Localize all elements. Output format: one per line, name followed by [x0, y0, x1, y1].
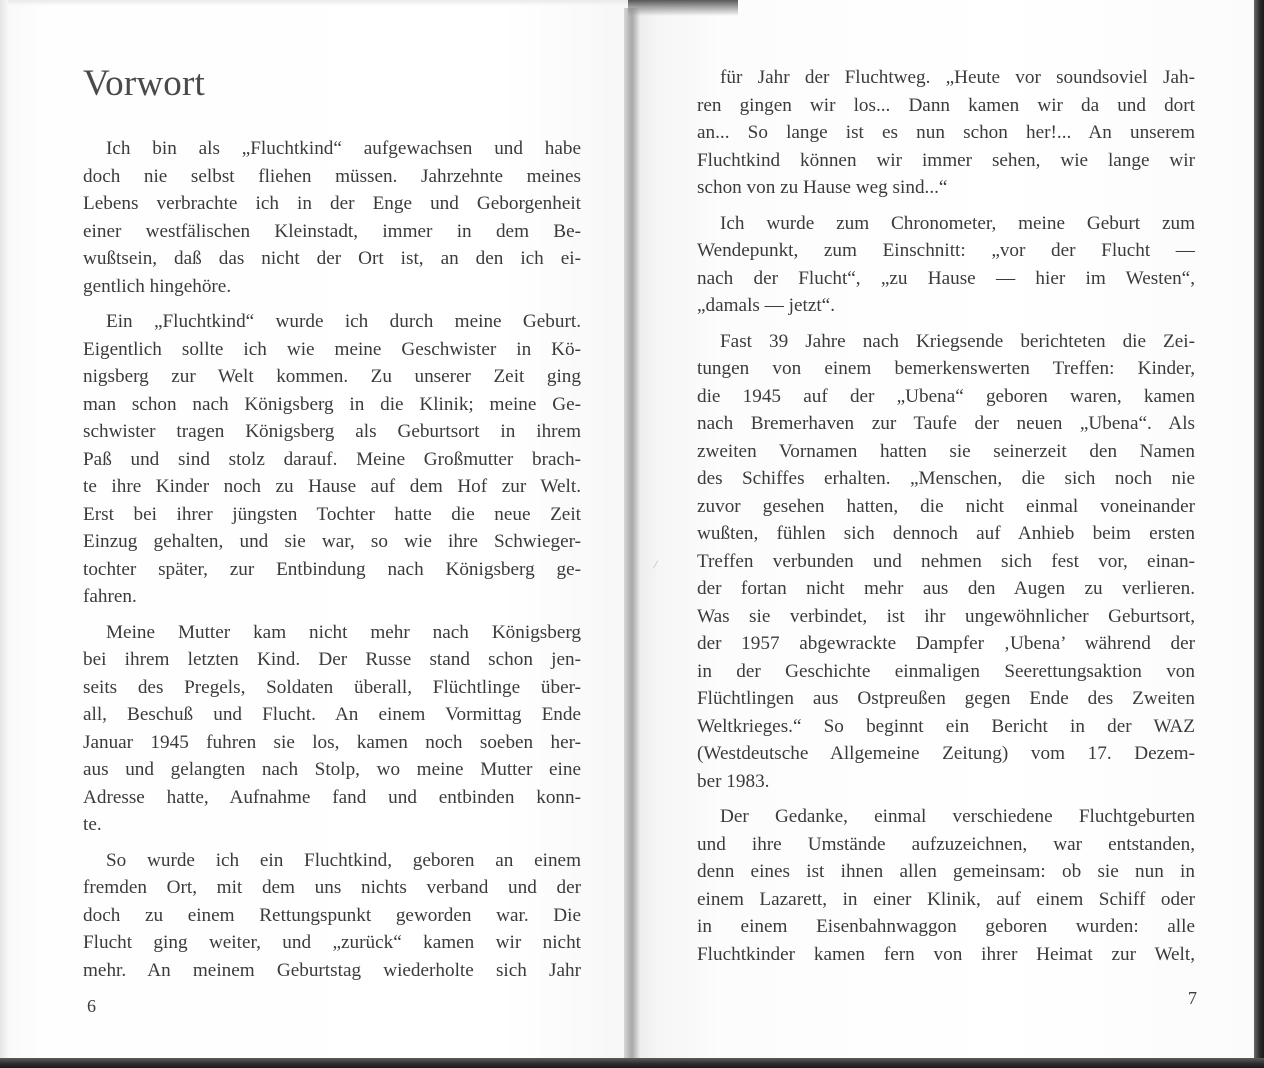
text-line: wußtsein, daß das nicht der Ort ist, an den ich ei- — [83, 248, 581, 269]
text-line: Adresse hatte, Aufnahme fand und entbinden konn- — [83, 786, 581, 808]
text-line: Meine Mutter kam nicht mehr nach Königsberg — [106, 621, 581, 643]
paragraph-gap — [83, 611, 581, 619]
text-line: in der Geschichte einmaligen Seerettungsaktion von — [697, 660, 1195, 682]
text-line: seits des Pregels, Soldaten überall, Flüchtlinge über- — [83, 676, 581, 698]
text-line: mehr. An meinem Geburtstag wiederholte sich Jahr — [83, 959, 581, 981]
spine-top-shadow — [628, 0, 738, 16]
text-line: Der Gedanke, einmal verschiedene Fluchtgeburten — [720, 806, 1195, 827]
paragraph — [697, 210, 1195, 320]
text-line: te. — [83, 814, 102, 835]
text-line: Lebens verbrachte ich in der Enge und Geborgenheit — [83, 193, 581, 214]
chapter-title: Vorwort — [83, 63, 205, 104]
text-line: man schon nach Königsberg in die Klinik; meine Ge- — [83, 393, 581, 415]
text-line: doch zu einem Rettungspunkt geworden war. Die — [83, 904, 581, 926]
text-line: der 1957 abgewrackte Dampfer ‚Ubena’ während der — [697, 633, 1195, 654]
paragraph — [83, 619, 581, 839]
text-line: zuvor gesehen hatten, die nicht einmal voneinander — [697, 495, 1195, 517]
text-line: Fluchtkind können wir immer sehen, wie lange wir — [697, 149, 1195, 171]
text-line: Wendepunkt, zum Einschnitt: „vor der Flucht — — [697, 240, 1195, 261]
text-line: Ich wurde zum Chronometer, meine Geburt zum — [720, 212, 1195, 234]
text-line: bei ihrem letzten Kind. Der Russe stand schon jen- — [83, 649, 581, 670]
text-line: Ein „Fluchtkind“ wurde ich durch meine Geburt. — [106, 311, 581, 332]
page-number-left: 6 — [87, 996, 96, 1016]
text-line: denn eines ist ihnen allen gemeinsam: ob sie nun in — [697, 861, 1195, 882]
right-page-text — [697, 64, 1195, 968]
paragraph — [83, 135, 581, 300]
text-line: die 1945 auf der „Ubena“ geboren waren, kamen — [697, 385, 1195, 407]
right-edge-shadow — [1254, 0, 1264, 1068]
paragraph — [697, 64, 1195, 202]
text-line: aus und gelangten nach Stolp, wo meine Mutter eine — [83, 759, 581, 780]
text-line: So wurde ich ein Fluchtkind, geboren an einem — [106, 849, 581, 871]
text-line: Treffen verbunden und nehmen sich fest vor, einan- — [697, 550, 1195, 572]
text-line: Einzug gehalten, und sie war, so wie ihre Schwieger- — [83, 531, 581, 552]
text-line: Erst bei ihrer jüngsten Tochter hatte die neue Zeit — [83, 503, 581, 525]
text-line: all, Beschuß und Flucht. An einem Vormittag Ende — [83, 704, 581, 725]
text-line: in einem Eisenbahnwaggon geboren wurden: alle — [697, 916, 1195, 937]
left-page-text — [83, 135, 581, 984]
paragraph — [83, 847, 581, 985]
text-line: fremden Ort, mit dem uns nichts verband und der — [83, 877, 581, 898]
text-line: ren gingen wir los... Dann kamen wir da und dort — [697, 94, 1195, 116]
paragraph-gap — [697, 202, 1195, 210]
paragraph-gap — [697, 795, 1195, 803]
text-line: doch nie selbst fliehen müssen. Jahrzehnte meines — [83, 165, 581, 187]
text-line: an... So lange ist es nun schon her!... An unserem — [697, 122, 1195, 143]
text-line: Flucht ging weiter, und „zurück“ kamen wir nicht — [83, 932, 581, 953]
paragraph — [697, 803, 1195, 968]
text-line: zweiten Vornamen hatten sie seinerzeit den Namen — [697, 440, 1195, 462]
text-line: und ihre Umstände aufzuzeichnen, war entstanden, — [697, 833, 1195, 855]
text-line: Eigentlich sollte ich wie meine Geschwister in Kö- — [83, 338, 581, 360]
text-line: ber 1983. — [697, 770, 770, 792]
text-line: schon von zu Hause weg sind...“ — [697, 177, 948, 198]
paragraph-gap — [83, 300, 581, 308]
text-line: nigsberg zur Welt kommen. Zu unserer Zeit ging — [83, 366, 581, 387]
text-line: Weltkrieges.“ So beginnt ein Bericht in der WAZ — [697, 715, 1195, 737]
text-line: tungen von einem bemerkenswerten Treffen: Kinder, — [697, 358, 1195, 379]
text-line: schwister tragen Königsberg als Geburtsort in ihrem — [83, 421, 581, 442]
text-line: der fortan nicht mehr aus den Augen zu verlieren. — [697, 578, 1195, 599]
text-line: des Schiffes erhalten. „Menschen, die sich noch nie — [697, 468, 1195, 489]
text-line: nach der Flucht“, „zu Hause — hier im Westen“, — [697, 267, 1195, 289]
book-spine-gutter — [624, 8, 640, 1058]
page-number-right: 7 — [1188, 988, 1197, 1008]
paragraph — [83, 308, 581, 611]
paragraph-gap — [697, 320, 1195, 328]
text-line: tochter später, zur Entbindung nach Königsberg ge- — [83, 558, 581, 580]
text-line: fahren. — [83, 586, 137, 607]
text-line: Was sie verbindet, ist ihr ungewöhnlicher Geburtsort, — [697, 605, 1195, 627]
text-line: Flüchtlingen aus Ostpreußen gegen Ende des Zweiten — [697, 688, 1195, 709]
text-line: te ihre Kinder noch zu Hause auf dem Hof zur Welt. — [83, 476, 581, 497]
text-line: nach Bremerhaven zur Taufe der neuen „Ubena“. Als — [697, 413, 1195, 434]
text-line: „damals — jetzt“. — [697, 295, 835, 316]
text-line: (Westdeutsche Allgemeine Zeitung) vom 17. Dezem- — [697, 743, 1195, 764]
text-line: Fast 39 Jahre nach Kriegsende berichteten die Zei- — [720, 330, 1195, 352]
text-line: einer westfälischen Kleinstadt, immer in dem Be- — [83, 220, 581, 242]
paragraph-gap — [83, 839, 581, 847]
text-line: Januar 1945 fuhren sie los, kamen noch soeben her- — [83, 731, 581, 753]
left-edge-shade — [0, 0, 8, 1068]
text-line: Ich bin als „Fluchtkind“ aufgewachsen und habe — [106, 138, 581, 159]
text-line: für Jahr der Fluchtweg. „Heute vor soundsoviel Jah- — [720, 67, 1195, 88]
text-line: wußten, fühlen sich dennoch auf Anhieb beim ersten — [697, 523, 1195, 544]
top-edge-shade — [8, 0, 628, 6]
text-line: gentlich hingehöre. — [83, 275, 232, 297]
bottom-edge-shadow — [0, 1058, 1264, 1068]
text-line: Fluchtkinder kamen fern von ihrer Heimat zur Welt, — [697, 943, 1195, 965]
paragraph — [697, 328, 1195, 796]
text-line: Paß und sind stolz darauf. Meine Großmutter brach- — [83, 448, 581, 470]
text-line: einem Lazarett, in einer Klinik, auf einem Schiff oder — [697, 888, 1195, 910]
